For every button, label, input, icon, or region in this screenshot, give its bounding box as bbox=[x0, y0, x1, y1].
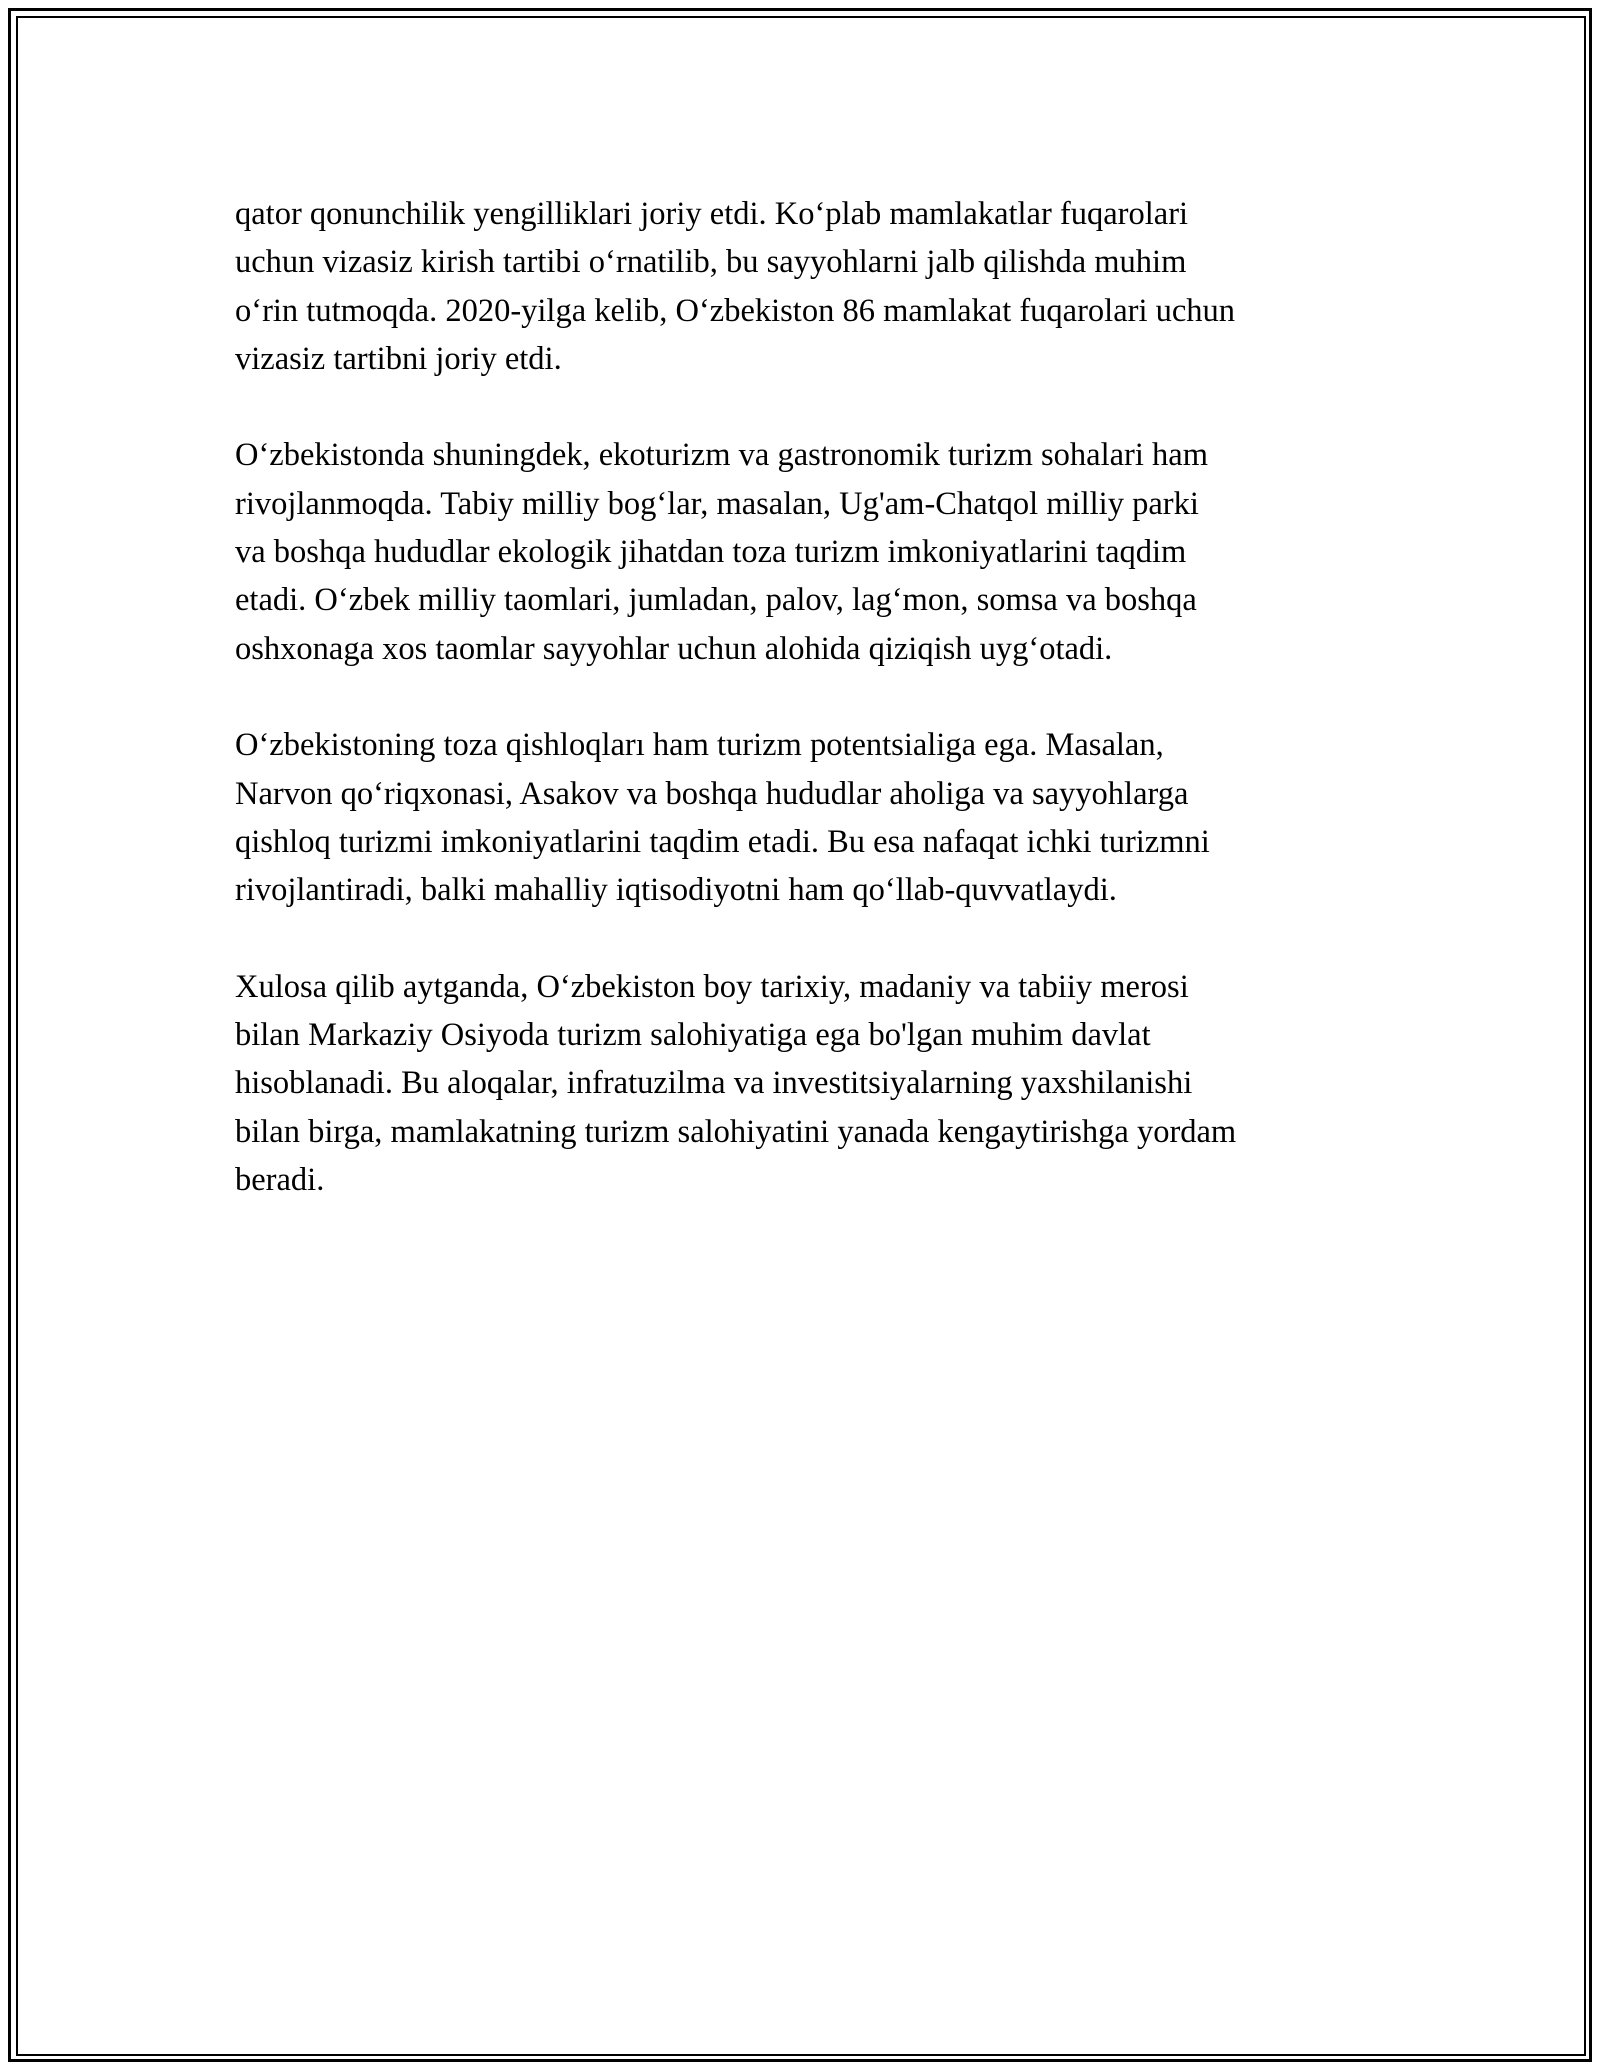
paragraph-ecotourism bbox=[235, 431, 1365, 672]
text-line: etadi. O‘zbek milliy taomlari, jumladan, palov, lag‘mon, somsa va boshqa bbox=[235, 582, 1197, 619]
paragraph-visa-policy bbox=[235, 190, 1365, 383]
paragraph-conclusion bbox=[235, 963, 1365, 1204]
text-line: rivojlantiradi, balki mahalliy iqtisodiyotni ham qo‘llab-quvvatlaydi. bbox=[235, 872, 1117, 909]
text-line: uchun vizasiz kirish tartibi o‘rnatilib, bu sayyohlarni jalb qilishda muhim bbox=[235, 244, 1187, 281]
text-line: oshxonaga xos taomlar sayyohlar uchun alohida qiziqish uyg‘otadi. bbox=[235, 630, 1113, 667]
text-line: O‘zbekistonda shuningdek, ekoturizm va gastronomik turizm sohalari ham bbox=[235, 437, 1208, 474]
document-body bbox=[235, 190, 1365, 1253]
text-line: vizasiz tartibni joriy etdi. bbox=[235, 340, 562, 377]
text-line: qator qonunchilik yengilliklari joriy etdi. Ko‘plab mamlakatlar fuqarolari bbox=[235, 196, 1189, 232]
text-line: Narvon qo‘riqxonasi, Asakov va boshqa hududlar aholiga va sayyohlarga bbox=[235, 775, 1189, 812]
text-line: qishloq turizmi imkoniyatlarini taqdim etadi. Bu esa nafaqat ichki turizmni bbox=[235, 823, 1210, 860]
text-line: bilan Markaziy Osiyoda turizm salohiyatiga ega bo'lgan muhim davlat bbox=[235, 1017, 1151, 1054]
text-line: hisoblanadi. Bu aloqalar, infratuzilma va investitsiyalarning yaxshilanishi bbox=[235, 1065, 1193, 1102]
text-line: rivojlanmoqda. Tabiy milliy bog‘lar, masalan, Ug'am-Chatqol milliy parki bbox=[235, 485, 1199, 522]
text-line: bilan birga, mamlakatning turizm salohiyatini yanada kengaytirishga yordam bbox=[235, 1113, 1237, 1150]
text-line: o‘rin tutmoqda. 2020-yilga kelib, O‘zbekiston 86 mamlakat fuqarolari uchun bbox=[235, 292, 1236, 329]
text-line: va boshqa hududlar ekologik jihatdan toza turizm imkoniyatlarini taqdim bbox=[235, 534, 1187, 571]
text-line: beradi. bbox=[235, 1161, 325, 1198]
text-line: Xulosa qilib aytganda, O‘zbekiston boy tarixiy, madaniy va tabiiy merosi bbox=[235, 968, 1189, 1005]
text-line: O‘zbekistoning toza qishloqları ham turizm potentsialiga ega. Masalan, bbox=[235, 727, 1164, 764]
paragraph-rural-tourism bbox=[235, 721, 1365, 914]
